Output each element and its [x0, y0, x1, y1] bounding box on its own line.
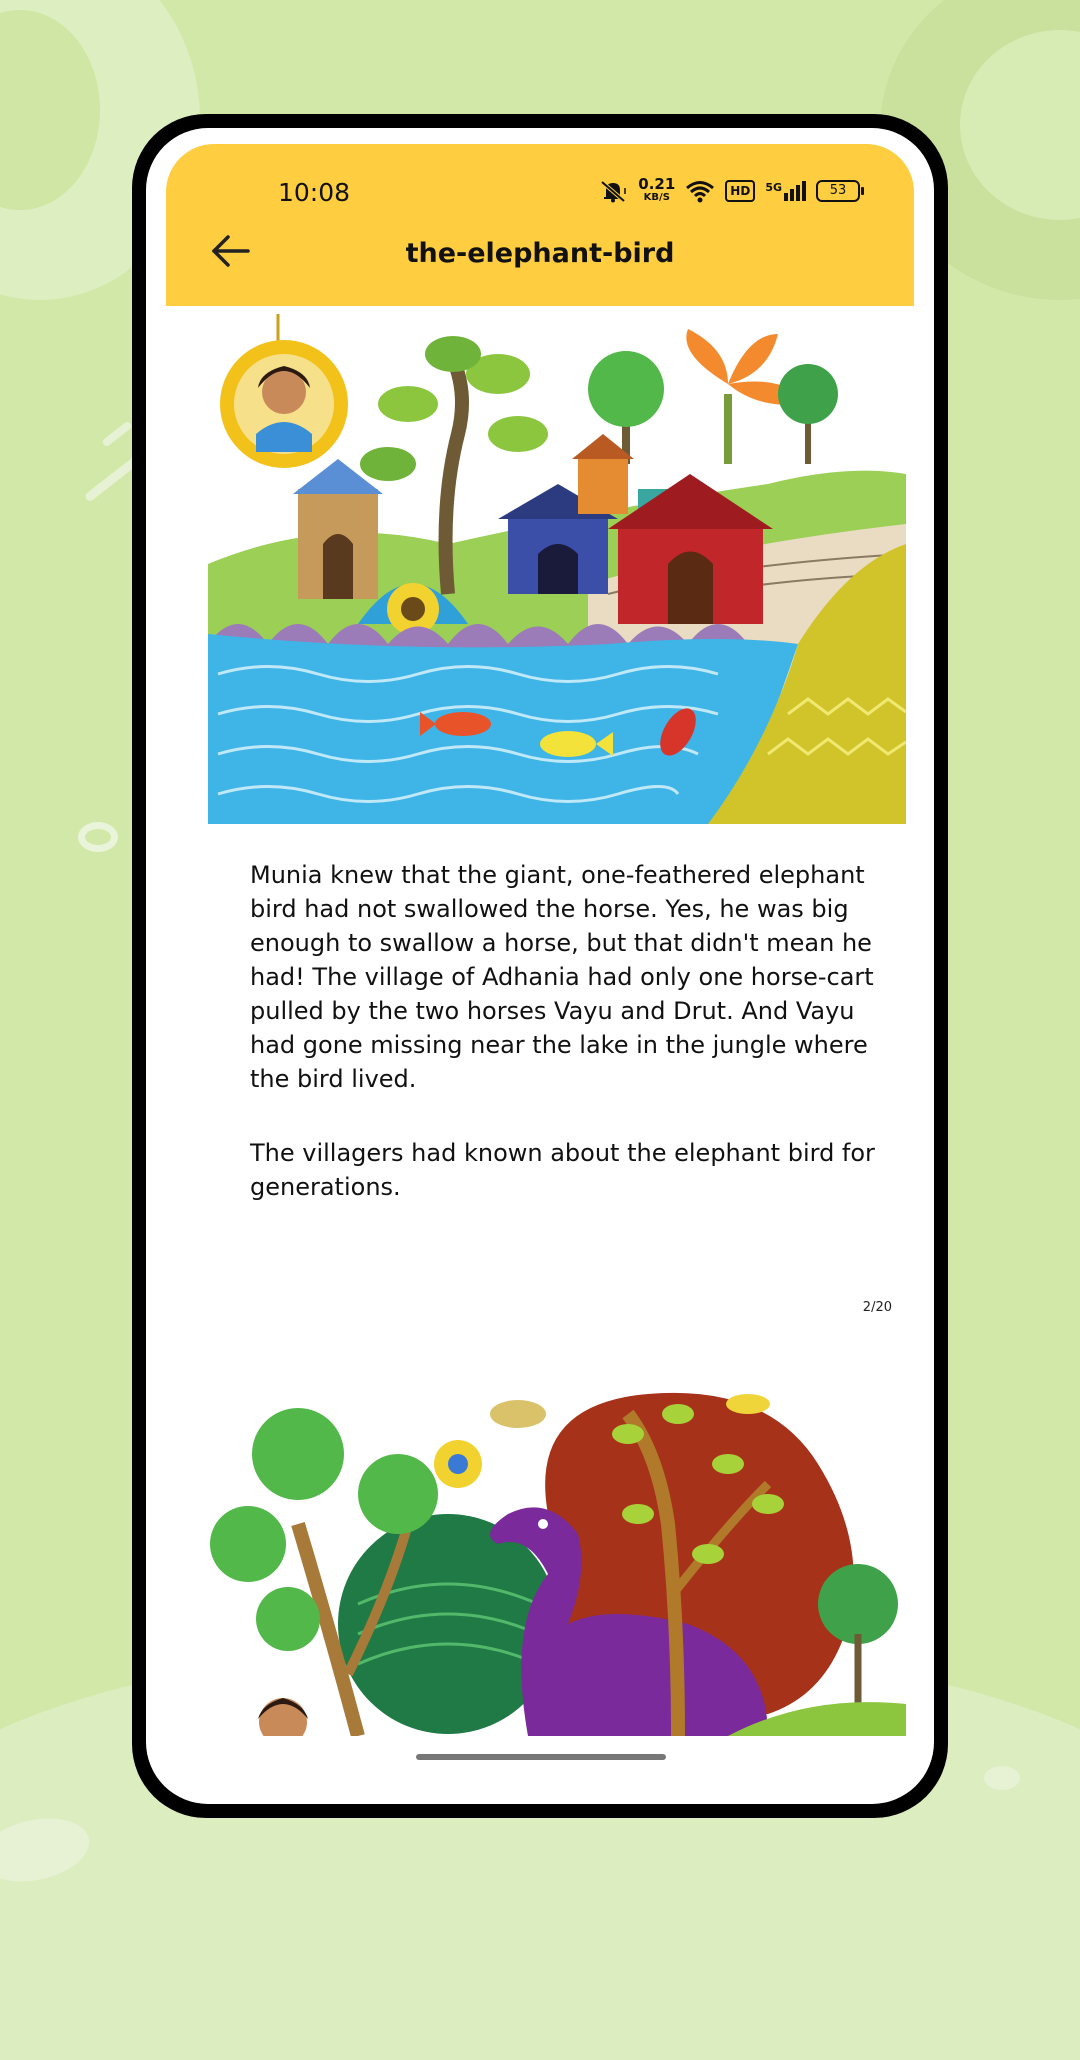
status-icons [598, 175, 860, 204]
story-text [250, 858, 890, 1244]
story-illustration-elephant-bird [208, 1374, 906, 1736]
story-paragraph: The villagers had known about the elephant bird for generations. [250, 1139, 875, 1201]
page-title: the-elephant-bird [405, 238, 675, 269]
phone-frame [132, 114, 948, 1818]
network-speed: 0.21 KB/S [638, 175, 676, 203]
mute-icon [598, 179, 628, 203]
home-indicator[interactable] [416, 1754, 666, 1760]
app-bar [166, 144, 914, 306]
status-time: 10:08 [278, 178, 351, 207]
story-illustration-village [208, 314, 906, 824]
wifi-icon [685, 179, 715, 203]
signal-icon [784, 181, 806, 201]
background-blob [984, 1766, 1020, 1790]
decorative-dash [101, 420, 133, 447]
page-number: 2/20 [862, 1300, 892, 1315]
hd-badge: HD [725, 180, 755, 202]
signal-indicator: 5G [765, 181, 806, 201]
decorative-ring [78, 822, 118, 852]
battery-indicator: 53 [816, 180, 860, 202]
screen [146, 128, 934, 1804]
story-paragraph: Munia knew that the giant, one-feathered elephant bird had not swallowed the horse. Yes, he was big enough to swallow a horse, but that didn't mean he had! The village of Adhania had only one horse-cart pulled by the two horses Vayu and Drut. And Vayu had gone missing near the lake in the jungle where the bird lived. [250, 861, 874, 1093]
